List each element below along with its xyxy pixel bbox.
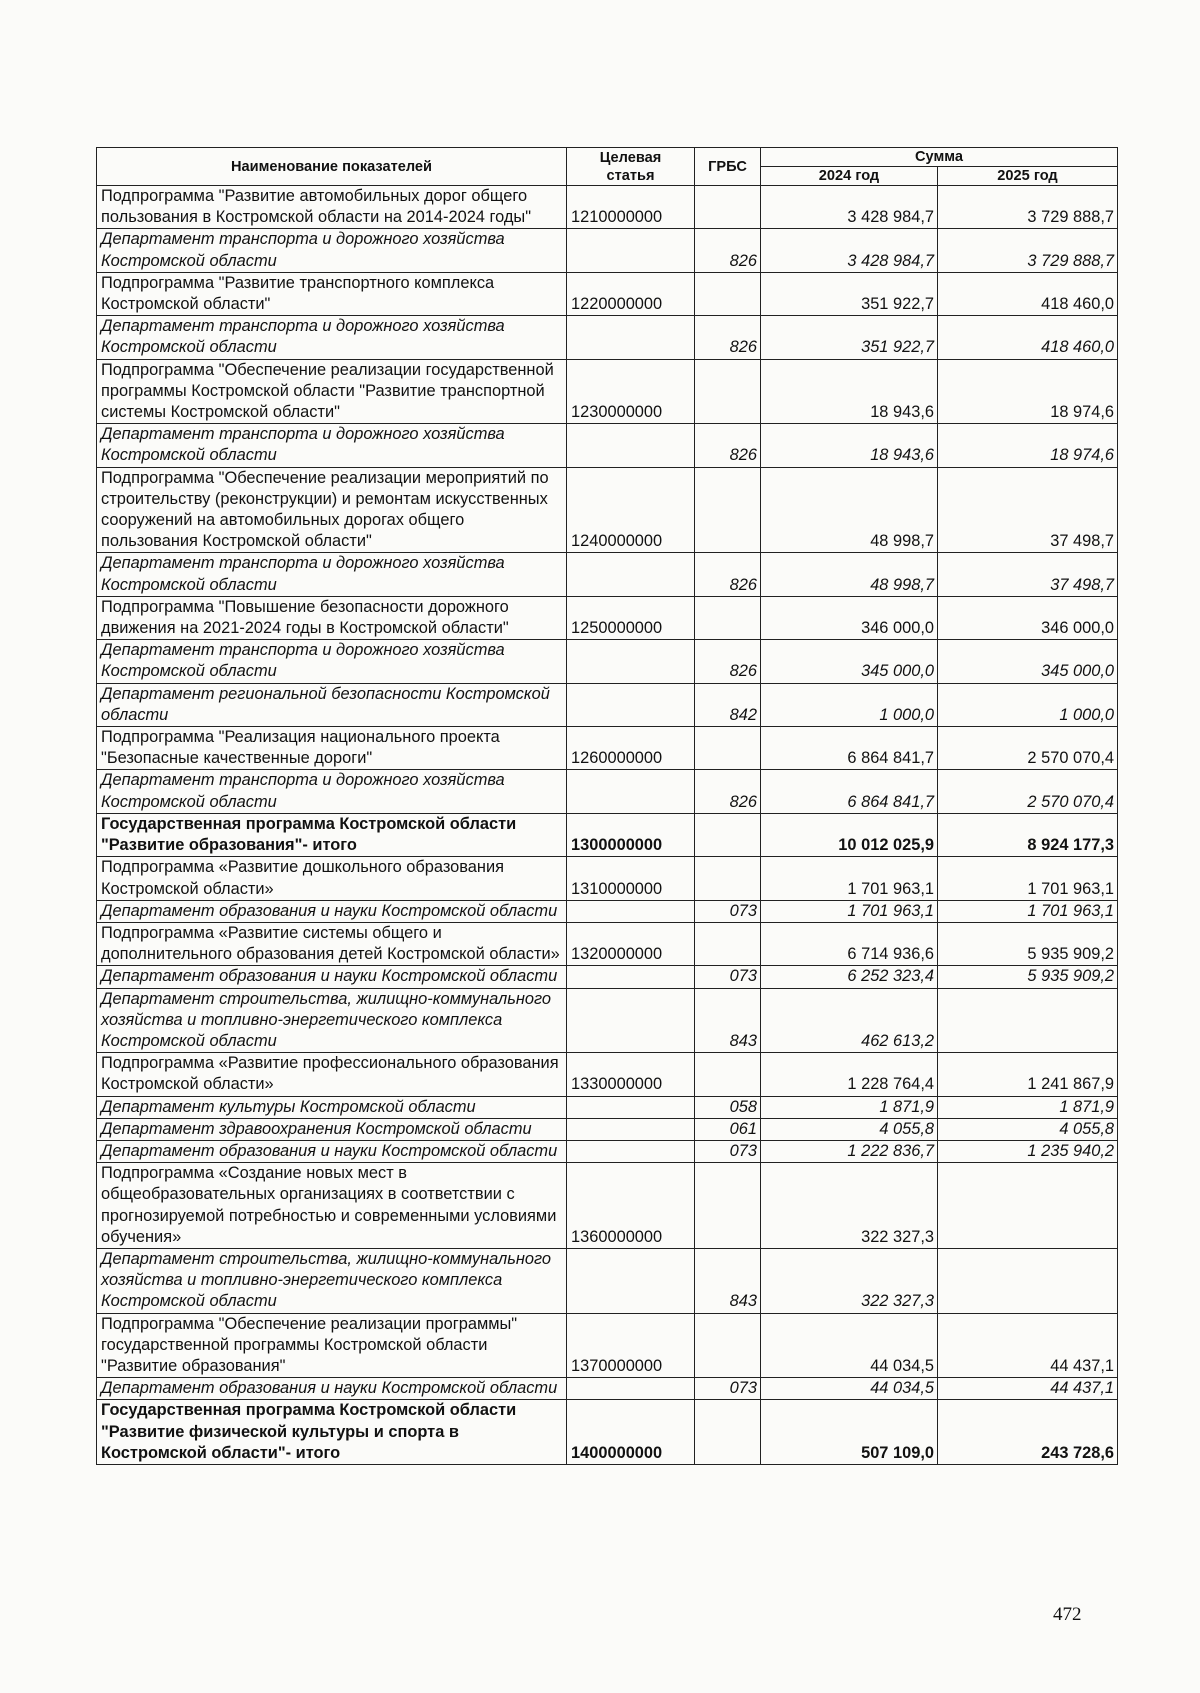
cell-grbs: 073 xyxy=(695,966,761,988)
cell-sum-2024: 1 222 836,7 xyxy=(761,1140,938,1162)
cell-sum-2025 xyxy=(938,1163,1118,1249)
cell-name: Подпрограмма "Реализация национального проекта "Безопасные качественные дороги" xyxy=(97,727,567,770)
cell-name: Департамент региональной безопасности Костромской области xyxy=(97,683,567,726)
cell-grbs: 842 xyxy=(695,683,761,726)
cell-sum-2024: 1 228 764,4 xyxy=(761,1053,938,1096)
cell-grbs xyxy=(695,272,761,315)
cell-sum-2024: 10 012 025,9 xyxy=(761,813,938,856)
cell-sum-2025: 5 935 909,2 xyxy=(938,922,1118,965)
cell-grbs: 826 xyxy=(695,640,761,683)
cell-sum-2024: 1 701 963,1 xyxy=(761,857,938,900)
cell-sum-2025: 5 935 909,2 xyxy=(938,966,1118,988)
cell-target-article xyxy=(567,900,695,922)
cell-target-article xyxy=(567,770,695,813)
cell-sum-2025: 243 728,6 xyxy=(938,1400,1118,1465)
cell-sum-2025: 2 570 070,4 xyxy=(938,770,1118,813)
cell-sum-2025: 2 570 070,4 xyxy=(938,727,1118,770)
cell-name: Подпрограмма «Развитие профессионального образования Костромской области» xyxy=(97,1053,567,1096)
cell-sum-2024: 322 327,3 xyxy=(761,1163,938,1249)
cell-sum-2024: 18 943,6 xyxy=(761,424,938,467)
header-name: Наименование показателей xyxy=(97,148,567,186)
header-row xyxy=(97,148,1118,167)
cell-grbs xyxy=(695,596,761,639)
cell-grbs: 826 xyxy=(695,229,761,272)
cell-target-article xyxy=(567,683,695,726)
cell-sum-2025: 44 437,1 xyxy=(938,1313,1118,1378)
cell-grbs: 073 xyxy=(695,1140,761,1162)
cell-grbs: 843 xyxy=(695,988,761,1053)
table-row xyxy=(97,813,1118,856)
cell-grbs xyxy=(695,922,761,965)
cell-name: Подпрограмма "Развитие транспортного комплекса Костромской области" xyxy=(97,272,567,315)
cell-sum-2025: 37 498,7 xyxy=(938,553,1118,596)
cell-grbs xyxy=(695,186,761,229)
cell-grbs xyxy=(695,359,761,424)
cell-sum-2024: 322 327,3 xyxy=(761,1248,938,1313)
cell-name: Подпрограмма «Развитие дошкольного образования Костромской области» xyxy=(97,857,567,900)
cell-sum-2025 xyxy=(938,1248,1118,1313)
cell-sum-2024: 6 864 841,7 xyxy=(761,770,938,813)
cell-sum-2024: 18 943,6 xyxy=(761,359,938,424)
cell-sum-2025: 1 241 867,9 xyxy=(938,1053,1118,1096)
cell-grbs xyxy=(695,857,761,900)
cell-sum-2025: 37 498,7 xyxy=(938,467,1118,553)
cell-target-article xyxy=(567,640,695,683)
table-row xyxy=(97,596,1118,639)
cell-name: Подпрограмма «Создание новых мест в общеобразовательных организациях в соответствии с прогнозируемой потребностью и современными условиями обучения» xyxy=(97,1163,567,1249)
table-row xyxy=(97,186,1118,229)
cell-grbs xyxy=(695,1053,761,1096)
cell-grbs: 843 xyxy=(695,1248,761,1313)
cell-sum-2024: 351 922,7 xyxy=(761,272,938,315)
cell-name: Департамент образования и науки Костромской области xyxy=(97,900,567,922)
table-row xyxy=(97,1096,1118,1118)
cell-name: Государственная программа Костромской области "Развитие образования"- итого xyxy=(97,813,567,856)
cell-target-article: 1400000000 xyxy=(567,1400,695,1465)
cell-name: Департамент строительства, жилищно-коммунального хозяйства и топливно-энергетического комплекса Костромской области xyxy=(97,1248,567,1313)
cell-name: Департамент строительства, жилищно-коммунального хозяйства и топливно-энергетического комплекса Костромской области xyxy=(97,988,567,1053)
table-row xyxy=(97,900,1118,922)
cell-name: Департамент транспорта и дорожного хозяйства Костромской области xyxy=(97,770,567,813)
cell-grbs: 061 xyxy=(695,1118,761,1140)
table-row xyxy=(97,1140,1118,1162)
cell-sum-2024: 6 864 841,7 xyxy=(761,727,938,770)
cell-name: Подпрограмма "Развитие автомобильных дорог общего пользования в Костромской области на 2014-2024 годы" xyxy=(97,186,567,229)
cell-sum-2024: 351 922,7 xyxy=(761,316,938,359)
cell-name: Департамент здравоохранения Костромской области xyxy=(97,1118,567,1140)
cell-grbs xyxy=(695,813,761,856)
cell-sum-2024: 507 109,0 xyxy=(761,1400,938,1465)
cell-target-article: 1210000000 xyxy=(567,186,695,229)
cell-sum-2025: 1 701 963,1 xyxy=(938,857,1118,900)
page-number: 472 xyxy=(1053,1604,1082,1625)
cell-name: Департамент образования и науки Костромской области xyxy=(97,1378,567,1400)
cell-grbs: 073 xyxy=(695,900,761,922)
cell-target-article: 1240000000 xyxy=(567,467,695,553)
cell-sum-2024: 1 000,0 xyxy=(761,683,938,726)
cell-target-article xyxy=(567,1118,695,1140)
cell-sum-2025: 8 924 177,3 xyxy=(938,813,1118,856)
cell-target-article xyxy=(567,424,695,467)
cell-sum-2025: 418 460,0 xyxy=(938,272,1118,315)
table-row xyxy=(97,316,1118,359)
cell-sum-2024: 48 998,7 xyxy=(761,553,938,596)
header-grbs: ГРБС xyxy=(695,148,761,186)
table-row xyxy=(97,988,1118,1053)
cell-name: Подпрограмма "Обеспечение реализации программы" государственной программы Костромской области "Развитие образования" xyxy=(97,1313,567,1378)
cell-target-article: 1230000000 xyxy=(567,359,695,424)
cell-target-article: 1360000000 xyxy=(567,1163,695,1249)
header-target-line1: Целевая xyxy=(599,149,662,166)
cell-sum-2024: 462 613,2 xyxy=(761,988,938,1053)
cell-sum-2024: 4 055,8 xyxy=(761,1118,938,1140)
table-row xyxy=(97,1400,1118,1465)
table-row xyxy=(97,1313,1118,1378)
table-row xyxy=(97,1053,1118,1096)
cell-target-article xyxy=(567,316,695,359)
table-row xyxy=(97,424,1118,467)
cell-sum-2024: 1 701 963,1 xyxy=(761,900,938,922)
cell-sum-2025: 3 729 888,7 xyxy=(938,186,1118,229)
cell-sum-2025: 18 974,6 xyxy=(938,424,1118,467)
cell-grbs: 826 xyxy=(695,424,761,467)
cell-grbs xyxy=(695,1163,761,1249)
cell-grbs: 073 xyxy=(695,1378,761,1400)
cell-name: Департамент образования и науки Костромской области xyxy=(97,1140,567,1162)
cell-sum-2025: 1 235 940,2 xyxy=(938,1140,1118,1162)
cell-target-article xyxy=(567,1378,695,1400)
cell-sum-2024: 346 000,0 xyxy=(761,596,938,639)
cell-sum-2025: 1 000,0 xyxy=(938,683,1118,726)
cell-grbs: 826 xyxy=(695,553,761,596)
cell-target-article: 1250000000 xyxy=(567,596,695,639)
table-row xyxy=(97,229,1118,272)
table-row xyxy=(97,640,1118,683)
header-target-article xyxy=(567,148,695,186)
cell-sum-2024: 44 034,5 xyxy=(761,1378,938,1400)
cell-sum-2025: 418 460,0 xyxy=(938,316,1118,359)
cell-name: Подпрограмма "Обеспечение реализации государственной программы Костромской области "Развитие транспортной системы Костромской области" xyxy=(97,359,567,424)
cell-target-article xyxy=(567,988,695,1053)
cell-target-article: 1330000000 xyxy=(567,1053,695,1096)
header-year-2024: 2024 год xyxy=(761,167,938,186)
cell-name: Подпрограмма "Обеспечение реализации мероприятий по строительству (реконструкции) и ремонтам искусственных сооружений на автомобильных дорогах общего пользования Костромской области" xyxy=(97,467,567,553)
cell-sum-2025: 18 974,6 xyxy=(938,359,1118,424)
cell-name: Подпрограмма «Развитие системы общего и дополнительного образования детей Костромской области» xyxy=(97,922,567,965)
cell-target-article: 1370000000 xyxy=(567,1313,695,1378)
cell-grbs: 826 xyxy=(695,316,761,359)
cell-sum-2024: 3 428 984,7 xyxy=(761,229,938,272)
header-year-2025: 2025 год xyxy=(938,167,1118,186)
cell-target-article: 1310000000 xyxy=(567,857,695,900)
cell-sum-2025: 345 000,0 xyxy=(938,640,1118,683)
table-row xyxy=(97,1248,1118,1313)
cell-sum-2025: 4 055,8 xyxy=(938,1118,1118,1140)
cell-sum-2025: 1 701 963,1 xyxy=(938,900,1118,922)
header-target-line2: статья xyxy=(606,167,655,184)
header-sum: Сумма xyxy=(761,148,1118,167)
cell-sum-2024: 1 871,9 xyxy=(761,1096,938,1118)
cell-name: Департамент транспорта и дорожного хозяйства Костромской области xyxy=(97,640,567,683)
cell-sum-2024: 6 714 936,6 xyxy=(761,922,938,965)
cell-target-article xyxy=(567,553,695,596)
cell-sum-2025: 3 729 888,7 xyxy=(938,229,1118,272)
cell-name: Департамент транспорта и дорожного хозяйства Костромской области xyxy=(97,316,567,359)
cell-target-article xyxy=(567,966,695,988)
cell-target-article: 1300000000 xyxy=(567,813,695,856)
cell-sum-2025 xyxy=(938,988,1118,1053)
cell-target-article xyxy=(567,1096,695,1118)
table-row xyxy=(97,683,1118,726)
cell-name: Департамент транспорта и дорожного хозяйства Костромской области xyxy=(97,553,567,596)
table-row xyxy=(97,467,1118,553)
table-row xyxy=(97,770,1118,813)
cell-sum-2025: 44 437,1 xyxy=(938,1378,1118,1400)
cell-sum-2024: 6 252 323,4 xyxy=(761,966,938,988)
table-row xyxy=(97,272,1118,315)
cell-target-article: 1260000000 xyxy=(567,727,695,770)
cell-sum-2025: 346 000,0 xyxy=(938,596,1118,639)
cell-name: Департамент транспорта и дорожного хозяйства Костромской области xyxy=(97,424,567,467)
table-row xyxy=(97,1118,1118,1140)
table-row xyxy=(97,1163,1118,1249)
table-row xyxy=(97,857,1118,900)
cell-name: Подпрограмма "Повышение безопасности дорожного движения на 2021-2024 годы в Костромской области" xyxy=(97,596,567,639)
cell-grbs: 826 xyxy=(695,770,761,813)
table-row xyxy=(97,966,1118,988)
cell-target-article: 1220000000 xyxy=(567,272,695,315)
cell-target-article: 1320000000 xyxy=(567,922,695,965)
cell-target-article xyxy=(567,229,695,272)
cell-sum-2024: 345 000,0 xyxy=(761,640,938,683)
table-body xyxy=(97,186,1118,1465)
budget-table xyxy=(96,147,1118,1465)
cell-target-article xyxy=(567,1140,695,1162)
cell-name: Департамент культуры Костромской области xyxy=(97,1096,567,1118)
cell-sum-2024: 48 998,7 xyxy=(761,467,938,553)
cell-name: Департамент транспорта и дорожного хозяйства Костромской области xyxy=(97,229,567,272)
cell-grbs xyxy=(695,1313,761,1378)
cell-grbs xyxy=(695,1400,761,1465)
cell-sum-2024: 3 428 984,7 xyxy=(761,186,938,229)
cell-sum-2025: 1 871,9 xyxy=(938,1096,1118,1118)
table-row xyxy=(97,359,1118,424)
table-row xyxy=(97,553,1118,596)
cell-target-article xyxy=(567,1248,695,1313)
cell-name: Государственная программа Костромской области "Развитие физической культуры и спорта в Костромской области"- итого xyxy=(97,1400,567,1465)
table-row xyxy=(97,727,1118,770)
cell-grbs xyxy=(695,467,761,553)
cell-grbs: 058 xyxy=(695,1096,761,1118)
cell-name: Департамент образования и науки Костромской области xyxy=(97,966,567,988)
table-row xyxy=(97,1378,1118,1400)
table-row xyxy=(97,922,1118,965)
cell-grbs xyxy=(695,727,761,770)
cell-sum-2024: 44 034,5 xyxy=(761,1313,938,1378)
